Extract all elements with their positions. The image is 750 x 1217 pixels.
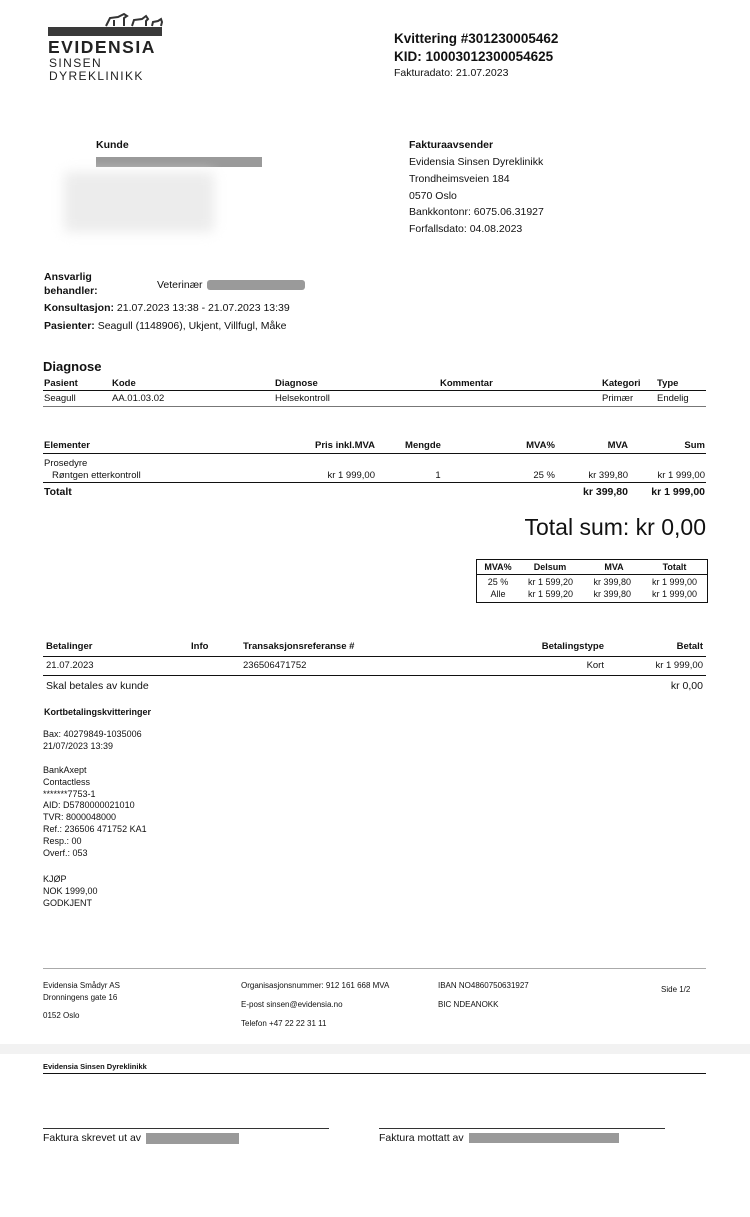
items-header-qty: Mengde — [405, 440, 441, 451]
sender-line: Evidensia Sinsen Dyreklinikk — [409, 156, 544, 168]
diag-cell: AA.01.03.02 — [112, 393, 165, 404]
logo-bar — [48, 27, 162, 36]
pay-header-payments: Betalinger — [46, 641, 93, 652]
consult-value: 21.07.2023 13:38 - 21.07.2023 13:39 — [116, 302, 290, 314]
sender-line: Bankkontonr: 6075.06.31927 — [409, 206, 544, 218]
amount-due-label: Skal betales av kunde — [46, 680, 149, 692]
card-receipt-line: Bax: 40279849-1035006 — [43, 729, 142, 739]
redacted-customer-name — [96, 157, 262, 167]
footer-page: Side 1/2 — [661, 985, 691, 994]
items-total-sum: kr 1 999,00 — [651, 486, 705, 498]
card-receipt-line: GODKJENT — [43, 897, 93, 908]
responsible-label: Ansvarlig — [44, 271, 92, 283]
card-receipt-line: *******7753-1 — [43, 788, 96, 799]
divider — [43, 390, 706, 391]
vat-summary-table — [476, 559, 708, 603]
pay-header-type: Betalingstype — [541, 641, 604, 652]
card-receipt-line: KJØP — [43, 874, 67, 884]
amount-due-value: kr 0,00 — [670, 680, 703, 692]
receipt-title: Kvittering #301230005462 — [394, 31, 559, 46]
vat-cell: kr 399,80 — [593, 589, 631, 599]
diagnosis-title: Diagnose — [43, 359, 102, 374]
logo-brand: EVIDENSIA — [48, 37, 156, 57]
card-receipt-line: Ref.: 236506 471752 KA1 — [43, 823, 147, 834]
divider — [43, 453, 706, 454]
item-cell: kr 1 999,00 — [657, 470, 705, 481]
received-by-label: Faktura mottatt av — [379, 1132, 464, 1144]
footer-iban: IBAN NO4860750631927 — [438, 981, 529, 990]
sender-line: Forfallsdato: 04.08.2023 — [409, 223, 523, 235]
diag-cell: Primær — [602, 393, 634, 404]
divider — [477, 574, 707, 575]
divider — [43, 656, 706, 657]
items-header-vat: MVA — [607, 440, 628, 451]
card-receipt-line: Resp.: 00 — [43, 835, 82, 846]
divider — [43, 482, 706, 483]
items-header-vatpct: MVA% — [526, 440, 555, 451]
divider — [43, 406, 706, 407]
written-by-label: Faktura skrevet ut av — [43, 1132, 142, 1144]
items-total-label: Totalt — [44, 486, 72, 498]
sender-line: 0570 Oslo — [409, 190, 457, 202]
pay-header-info: Info — [191, 641, 209, 652]
diag-header-comment: Kommentar — [440, 378, 493, 389]
vat-cell: kr 399,80 — [593, 577, 631, 587]
card-receipt-line: BankAxept — [43, 765, 87, 775]
diag-cell: Seagull — [44, 393, 76, 404]
vat-cell: kr 1 599,20 — [527, 577, 573, 587]
card-receipt-line: Overf.: 053 — [43, 847, 88, 858]
vat-header: MVA — [604, 562, 624, 572]
consult-label: Konsultasjon: — [44, 302, 114, 314]
signature-line-received — [379, 1128, 665, 1129]
card-receipt-line: NOK 1999,00 — [43, 885, 98, 896]
patients-value: Seagull (1148906), Ukjent, Villfugl, Måke — [97, 320, 287, 332]
footer-city: 0152 Oslo — [43, 1011, 80, 1020]
redacted-written-by — [146, 1133, 239, 1144]
diag-header-patient: Pasient — [44, 378, 78, 389]
responsible-label-2: behandler: — [44, 285, 98, 297]
invoice-date: Fakturadato: 21.07.2023 — [394, 67, 509, 79]
footer-bic: BIC NDEANOKK — [438, 1000, 499, 1009]
responsible-value: Veterinær — [157, 279, 203, 291]
footer-org: Organisasjonsnummer: 912 161 668 MVA — [241, 981, 390, 990]
diag-header-category: Kategori — [602, 378, 641, 389]
card-receipt-block-3 — [43, 874, 98, 909]
sender-line: Trondheimsveien 184 — [409, 173, 510, 185]
signature-line-written — [43, 1128, 329, 1129]
sender-label: Fakturaavsender — [409, 139, 494, 151]
vat-cell: kr 1 999,00 — [651, 577, 697, 587]
vat-cell: kr 1 599,20 — [527, 589, 573, 599]
customer-label: Kunde — [96, 139, 129, 151]
receipt-kid: KID: 10003012300054625 — [394, 49, 554, 64]
divider — [43, 1073, 706, 1074]
footer-divider — [43, 968, 706, 969]
pay-cell: 21.07.2023 — [46, 660, 94, 671]
vat-cell: kr 1 999,00 — [651, 589, 697, 599]
logo-line1: SINSEN — [49, 56, 103, 70]
card-receipts-title: Kortbetalingskvitteringer — [44, 707, 152, 717]
vat-header: Delsum — [533, 562, 567, 572]
item-cell: kr 399,80 — [588, 470, 628, 481]
card-receipt-line: Contactless — [43, 776, 91, 787]
items-header-elements: Elementer — [44, 440, 90, 451]
pay-header-paid: Betalt — [676, 641, 703, 652]
item-cell: kr 1 999,00 — [327, 470, 375, 481]
vat-header: MVA% — [484, 562, 512, 572]
items-total-vat: kr 399,80 — [583, 486, 628, 498]
vat-cell: 25 % — [487, 577, 509, 587]
item-cell: 25 % — [533, 470, 555, 481]
pay-cell: 236506471752 — [243, 660, 307, 671]
total-sum: Total sum: kr 0,00 — [524, 514, 706, 540]
pay-header-ref: Transaksjonsreferanse # — [243, 641, 355, 652]
vat-header: Totalt — [662, 562, 687, 572]
divider — [43, 675, 706, 676]
item-cell: Røntgen etterkontroll — [52, 470, 141, 481]
diag-header-diagnosis: Diagnose — [275, 378, 318, 389]
diag-header-type: Type — [657, 378, 679, 389]
footer-street: Dronningens gate 16 — [43, 993, 118, 1002]
vat-cell: Alle — [490, 589, 506, 599]
items-group: Prosedyre — [44, 458, 88, 469]
logo-line2: DYREKLINIKK — [49, 69, 144, 83]
animals-icon — [104, 12, 164, 28]
items-header-sum: Sum — [684, 440, 705, 451]
card-receipt-line: AID: D5780000021010 — [43, 800, 135, 811]
redacted-vet-name — [207, 280, 305, 290]
page-break — [0, 1044, 750, 1054]
patients-label: Pasienter: — [44, 320, 95, 332]
bottom-clinic: Evidensia Sinsen Dyreklinikk — [43, 1062, 147, 1071]
footer-company: Evidensia Smådyr AS — [43, 981, 120, 990]
items-header-price: Pris inkl.MVA — [314, 440, 375, 451]
card-receipt-block-1 — [43, 729, 142, 752]
item-cell: 1 — [435, 470, 441, 481]
diag-cell: Endelig — [657, 393, 689, 404]
footer-phone: Telefon +47 22 22 31 11 — [241, 1019, 327, 1028]
redacted-received-by — [469, 1133, 619, 1143]
card-receipt-block-2 — [43, 765, 147, 859]
card-receipt-line: 21/07/2023 13:39 — [43, 740, 114, 751]
diag-header-code: Kode — [112, 378, 136, 389]
pay-cell: kr 1 999,00 — [655, 660, 703, 671]
card-receipt-line: TVR: 8000048000 — [43, 812, 117, 823]
redacted-customer-address — [64, 172, 214, 232]
footer-email: E-post sinsen@evidensia.no — [241, 1000, 343, 1009]
diag-cell: Helsekontroll — [275, 393, 330, 404]
pay-cell: Kort — [586, 660, 604, 671]
